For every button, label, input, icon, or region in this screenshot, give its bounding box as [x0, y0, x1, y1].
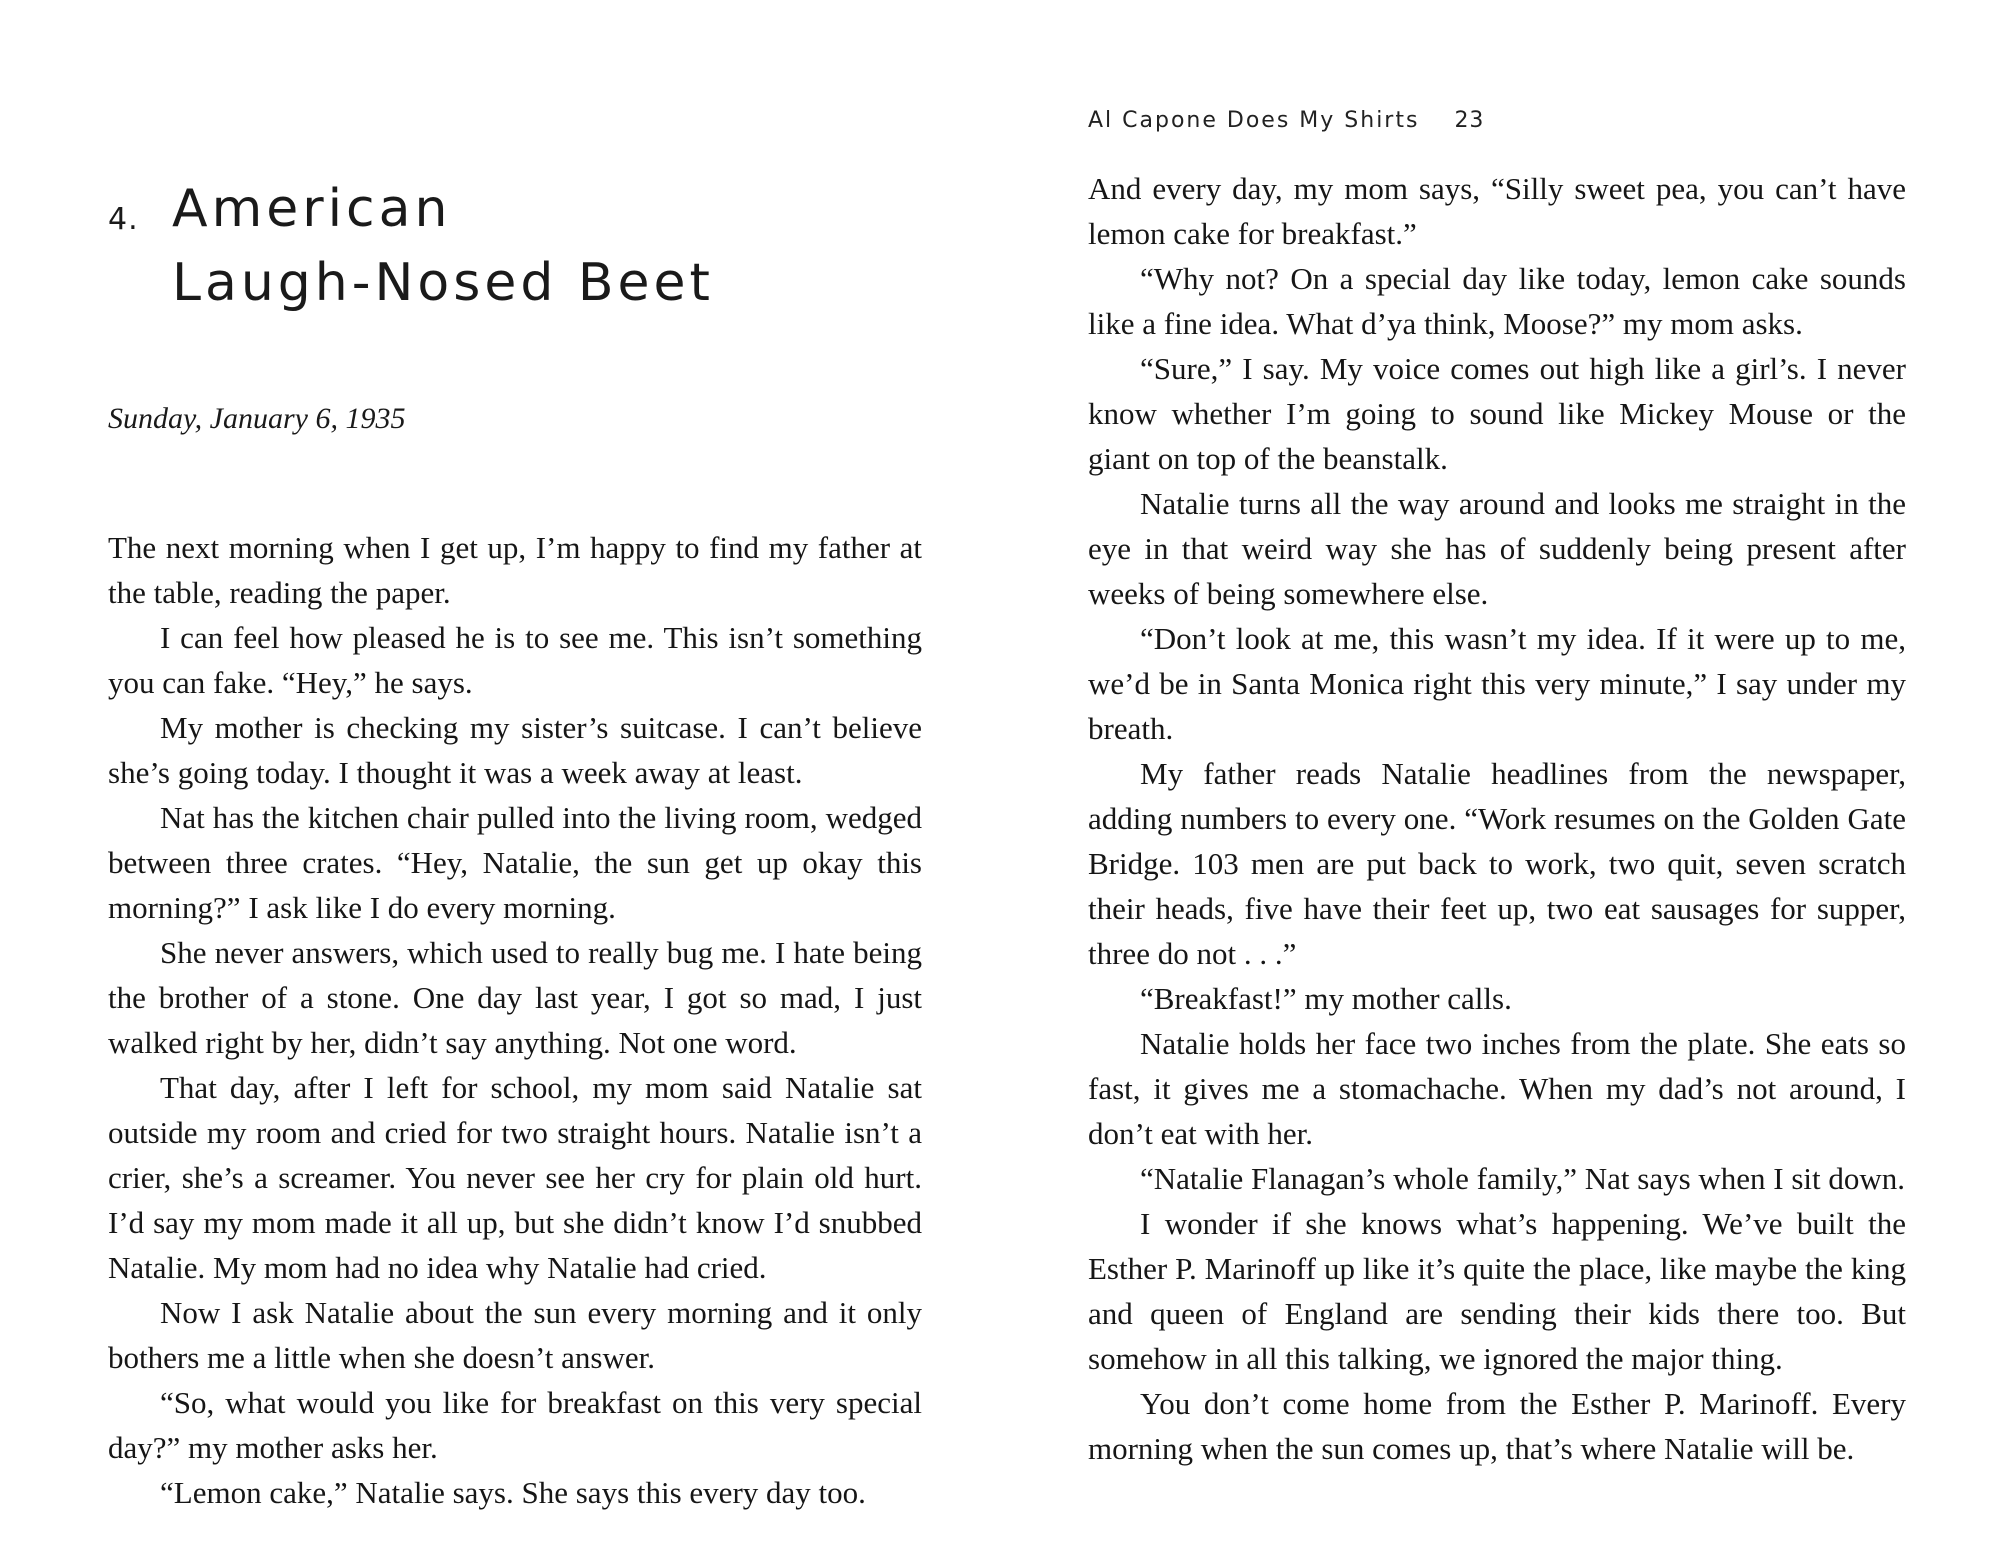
paragraph: That day, after I left for school, my mom said Natalie sat outside my room and cried for two straight hours. Natalie isn’t a crier, she’s a screamer. You never see her cry for plain old hurt. I’d say my mom made it all up, but she didn’t know I’d snubbed Natalie. My mom had no idea why Natalie had cried. [108, 1070, 922, 1285]
paragraph: My mother is checking my sister’s suitcase. I can’t believe she’s going today. I thought it was a week away at least. [108, 710, 922, 790]
paragraph: Natalie holds her face two inches from the plate. She eats so fast, it gives me a stomachache. When my dad’s not around, I don’t eat with her. [1088, 1026, 1906, 1151]
paragraph: “Why not? On a special day like today, lemon cake sounds like a fine idea. What d’ya think, Moose?” my mom asks. [1088, 261, 1906, 341]
chapter-title-line-2: Laugh-Nosed Beet [172, 253, 714, 313]
paragraph: I wonder if she knows what’s happening. We’ve built the Esther P. Marinoff up like it’s quite the place, like maybe the king and queen of England are sending their kids there too. But somehow in all this talking, we ignored the major thing. [1088, 1206, 1906, 1376]
paragraph: I can feel how pleased he is to see me. This isn’t something you can fake. “Hey,” he says. [108, 620, 922, 700]
paragraph: Natalie turns all the way around and looks me straight in the eye in that weird way she has of suddenly being present after weeks of being somewhere else. [1088, 486, 1906, 611]
dateline: Sunday, January 6, 1935 [108, 402, 406, 435]
paragraph: “Sure,” I say. My voice comes out high like a girl’s. I never know whether I’m going to sound like Mickey Mouse or the giant on top of the beanstalk. [1088, 351, 1906, 476]
paragraph: The next morning when I get up, I’m happy to find my father at the table, reading the paper. [108, 530, 922, 610]
paragraph: You don’t come home from the Esther P. Marinoff. Every morning when the sun comes up, that’s where Natalie will be. [1088, 1386, 1906, 1466]
paragraph: My father reads Natalie headlines from the newspaper, adding numbers to every one. “Work resumes on the Golden Gate Bridge. 103 men are put back to work, two quit, seven scratch their heads, five have their feet up, two eat sausages for supper, three do not . . .” [1088, 756, 1906, 971]
paragraph: “Lemon cake,” Natalie says. She says this every day too. [160, 1475, 866, 1510]
right-body-text [1088, 166, 1906, 1471]
running-head [1088, 108, 1484, 133]
paragraph: “So, what would you like for breakfast on this very special day?” my mother asks her. [108, 1385, 922, 1465]
paragraph: And every day, my mom says, “Silly sweet pea, you can’t have lemon cake for breakfast.” [1088, 171, 1906, 251]
paragraph: “Breakfast!” my mother calls. [1140, 981, 1512, 1016]
page-number: 23 [1454, 108, 1485, 133]
paragraph: “Don’t look at me, this wasn’t my idea. If it were up to me, we’d be in Santa Monica right this very minute,” I say under my breath. [1088, 621, 1906, 746]
chapter-heading [108, 172, 714, 320]
paragraph: She never answers, which used to really bug me. I hate being the brother of a stone. One day last year, I got so mad, I just walked right by her, didn’t say anything. Not one word. [108, 935, 922, 1060]
left-body-text [108, 525, 922, 1515]
paragraph: Now I ask Natalie about the sun every morning and it only bothers me a little when she doesn’t answer. [108, 1295, 922, 1375]
chapter-title-line-1: American [172, 179, 452, 239]
paragraph: “Natalie Flanagan’s whole family,” Nat says when I sit down. [1140, 1161, 1906, 1196]
running-head-title: Al Capone Does My Shirts [1088, 108, 1420, 133]
chapter-number: 4. [108, 202, 139, 237]
paragraph: Nat has the kitchen chair pulled into the living room, wedged between three crates. “Hey, Natalie, the sun get up okay this morning?” I ask like I do every morning. [108, 800, 922, 925]
right-page [1000, 0, 2000, 1563]
